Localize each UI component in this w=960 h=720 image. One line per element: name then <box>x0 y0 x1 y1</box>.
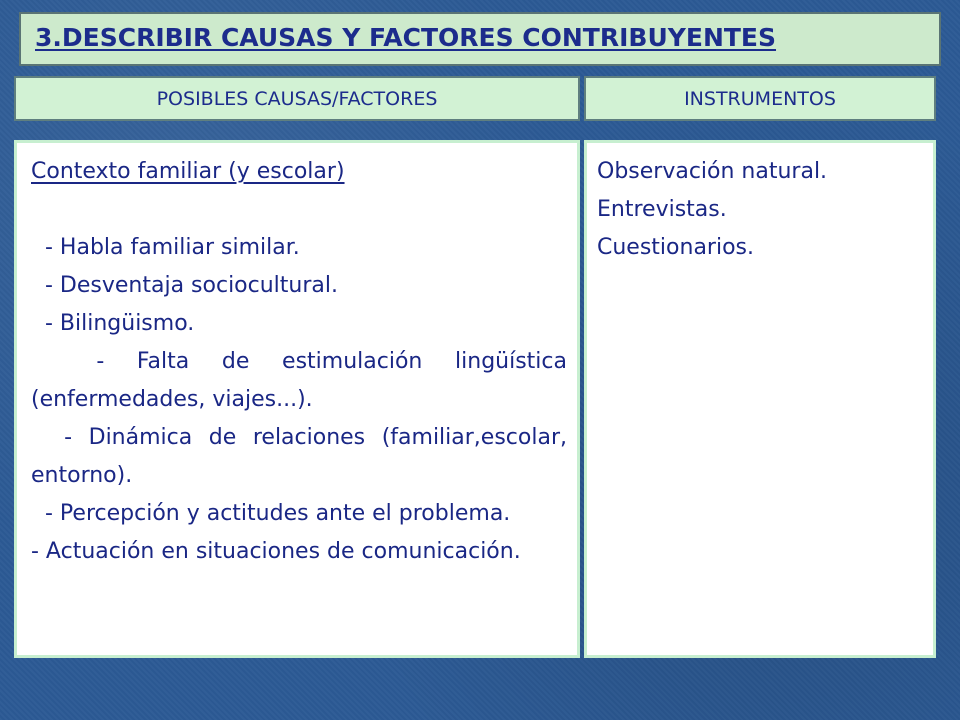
cause-item: - Actuación en situaciones de comunicación. <box>31 539 521 564</box>
causes-panel <box>14 140 580 658</box>
cause-item: - Falta de estimulación lingüística (enfermedades, viajes...). <box>31 349 574 412</box>
causes-heading: Contexto familiar (y escolar) <box>31 159 345 184</box>
cause-item: - Bilingüismo. <box>31 311 195 336</box>
slide-title: 3.DESCRIBIR CAUSAS Y FACTORES CONTRIBUYENTES <box>19 12 941 66</box>
instruments-panel <box>584 140 936 658</box>
cause-item: - Dinámica de relaciones (familiar,escolar, entorno). <box>31 425 574 488</box>
spacer <box>31 191 567 229</box>
instrument-item: Cuestionarios. <box>597 235 754 260</box>
cause-item: - Percepción y actitudes ante el problema. <box>31 501 511 526</box>
instrument-item: Observación natural. <box>597 159 828 184</box>
header-possible-causes: POSIBLES CAUSAS/FACTORES <box>14 76 580 121</box>
header-instruments: INSTRUMENTOS <box>584 76 936 121</box>
cause-item: - Desventaja sociocultural. <box>31 273 338 298</box>
cause-item: - Habla familiar similar. <box>31 235 300 260</box>
instrument-item: Entrevistas. <box>597 197 727 222</box>
